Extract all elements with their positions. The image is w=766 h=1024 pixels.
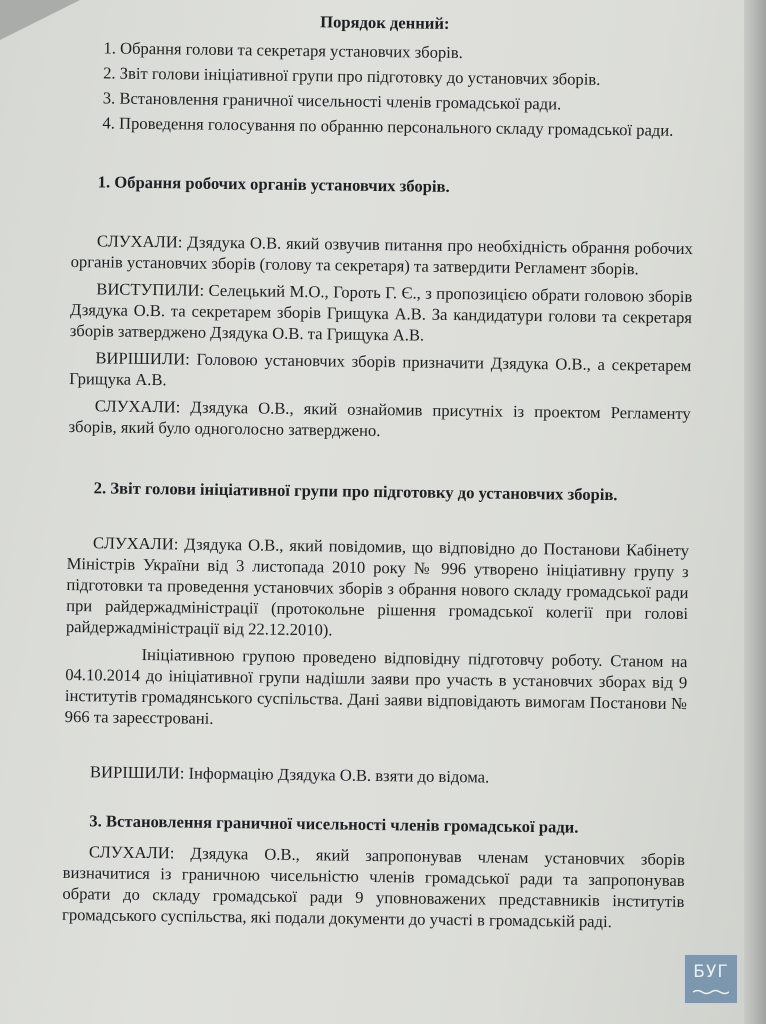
section-1-speakers: ВИСТУПИЛИ: Селецький М.О., Гороть Г. Є., з пропозицією обрати головою зборів Дзядука О.В. та секретарем зборів Грищука А.В. За кандидатури голови та секретаря зборів затверджено Дзядука О.В. та Грищука А.В. xyxy=(69,279,693,345)
agenda-list xyxy=(72,37,695,141)
agenda-item: 2. Звіт голови ініціативної групи про підготовку до установчих зборів. xyxy=(103,63,601,89)
section-1-heard: СЛУХАЛИ: Дзядука О.В. який озвучив питання про необхідність обрання робочих органів установчих зборів (голову та секретаря) та затвердити Регламент зборів. xyxy=(70,231,694,279)
wave-icon xyxy=(693,989,729,995)
agenda-item: 4. Проведення голосування по обранню персонального складу громадської ради. xyxy=(102,113,674,140)
watermark-logo xyxy=(684,954,738,1004)
watermark-text: БУГ xyxy=(693,962,729,982)
section-1-heard-regulation: СЛУХАЛИ: Дзядука О.В., який ознайомив присутніх із проектом Регламенту зборів, який було одноголосно затверджено. xyxy=(68,396,691,441)
section-2-report: Ініціативною групою проведено відповідну підготовчу роботу. Станом на 04.10.2014 до ініціативної групи надішли заяви про участь в установчих зборах від 9 інститутів громадянського суспільства. Дані заяви відповідають вимогам Постанови № 966 та зареєстровані. xyxy=(64,644,688,728)
agenda-item: 3. Встановлення граничної чисельності членів громадської ради. xyxy=(102,88,562,114)
section-3-title: 3. Встановлення граничної чисельності членів громадської ради. xyxy=(89,811,579,837)
page-fold xyxy=(0,0,80,40)
section-2-heard: СЛУХАЛИ: Дзядука О.В., який повідомив, що відповідно до Постанови Кабінету Міністрів України від 3 листопада 2010 року № 996 утворено ініціативну групу з підготовки та проведення установчих зборів з обрання нового складу громадської ради при райдержадміністрації (протокольне рішення громадської колегії при голові райдержадміністрації від 22.12.2010). xyxy=(65,533,690,640)
agenda-title: Порядок денний: xyxy=(320,12,450,33)
section-1-title: 1. Обрання робочих органів установчих зборів. xyxy=(97,172,450,196)
document-body xyxy=(62,8,696,939)
section-1-decided: ВИРІШИЛИ: Головою установчих зборів призначити Дзядука О.В., а секретарем Грищука А.В. xyxy=(69,348,692,390)
page-edge-shadow xyxy=(744,0,766,1024)
agenda-item: 1. Обрання голови та секретаря установчих зборів. xyxy=(103,38,463,63)
section-2-decided: ВИРІШИЛИ: Інформацію Дзядука О.В. взяти до відома. xyxy=(89,762,490,787)
section-2-title: 2. Звіт голови ініціативної групи про підготовку до установчих зборів. xyxy=(93,478,618,505)
section-3-heard: СЛУХАЛИ: Дзядука О.В., який запропонував членам установчих зборів визначитися із граничною чисельністю членів громадської ради та запропонував обрати до складу громадської ради 9 уповноважених представників інститутів громадського суспільства, які подали документи до участі в громадській раді. xyxy=(62,842,686,932)
